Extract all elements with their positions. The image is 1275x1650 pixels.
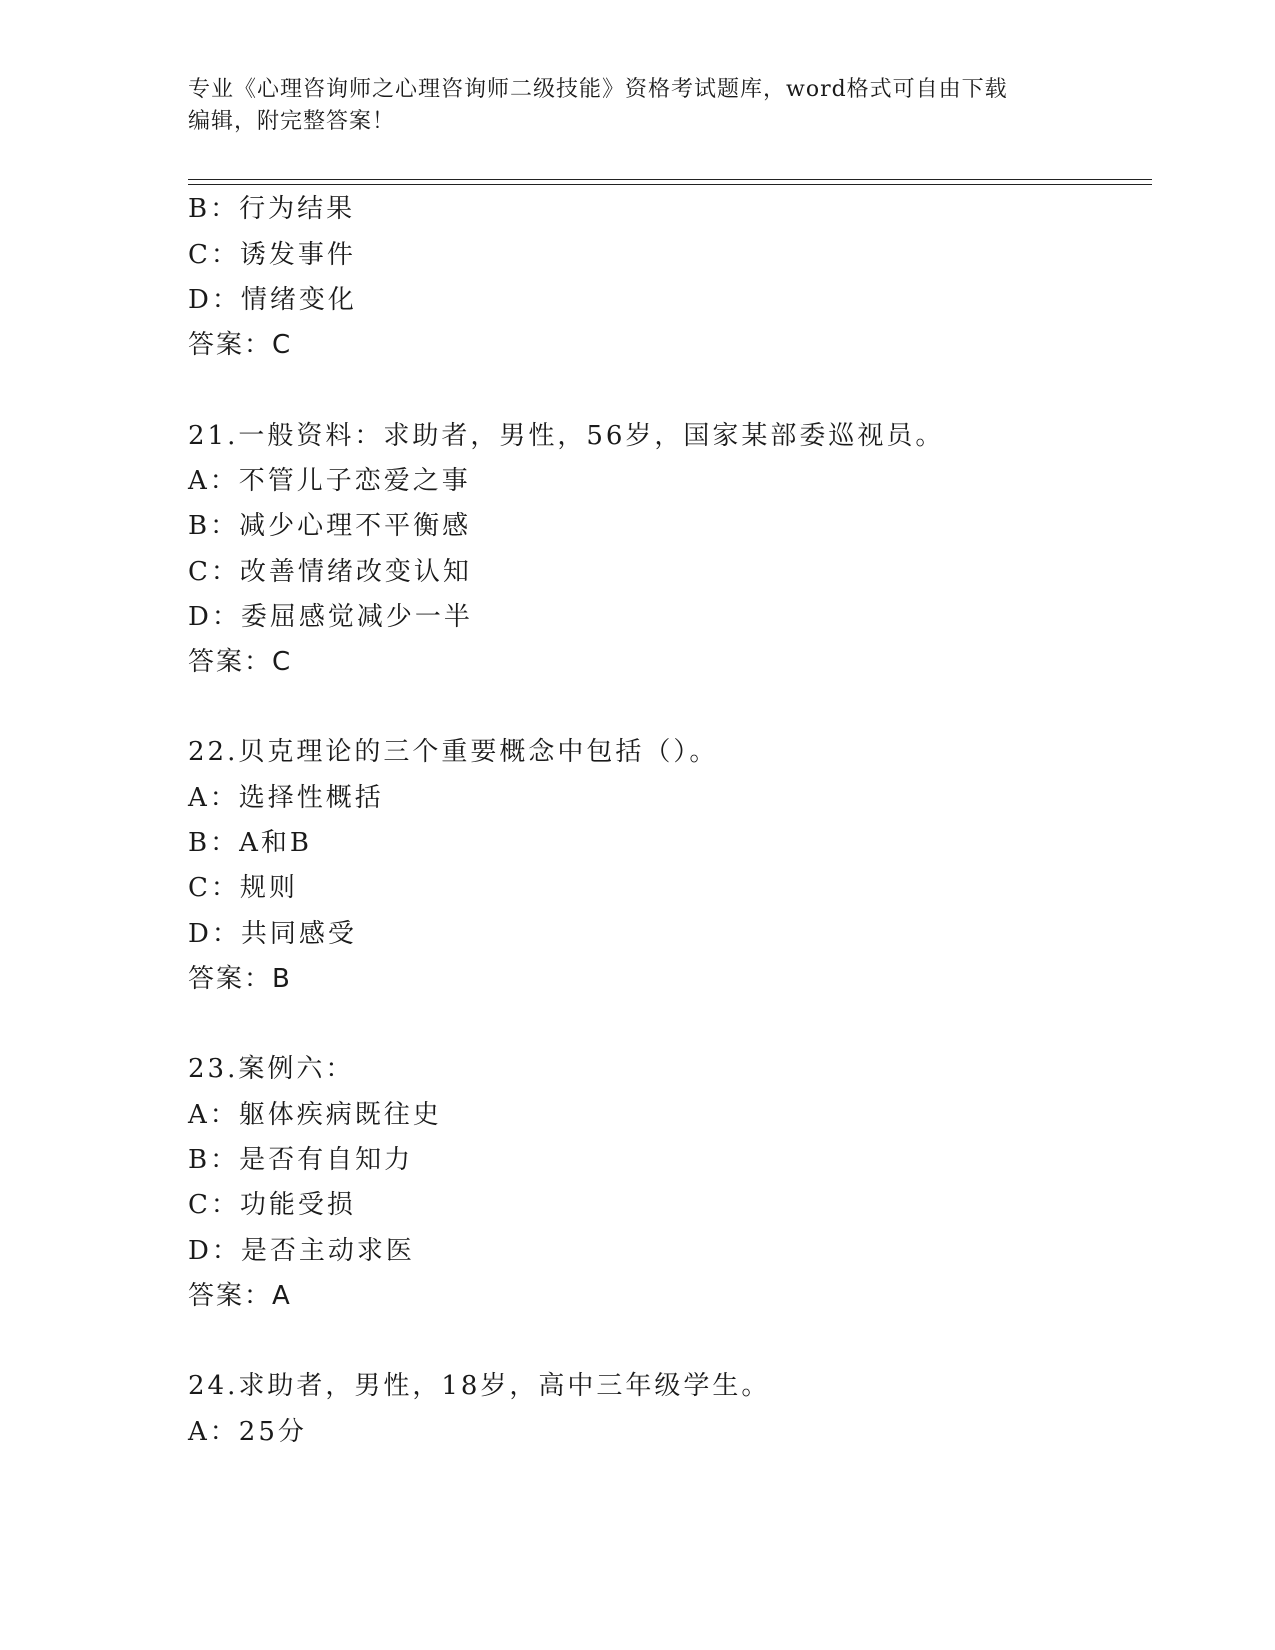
header-divider-top: [188, 179, 1152, 180]
q23-question: 23.案例六：: [188, 1054, 355, 1084]
q20-option-c: C：诱发事件: [188, 240, 356, 270]
q22-question: 22.贝克理论的三个重要概念中包括（）。: [188, 737, 719, 767]
q21-option-a: A：不管儿子恋爱之事: [188, 466, 471, 496]
q23-option-b: B：是否有自知力: [188, 1145, 414, 1175]
q23-option-c: C：功能受损: [188, 1190, 356, 1220]
q24-option-a: A：25分: [188, 1417, 307, 1447]
q20-option-d: D：情绪变化: [188, 285, 357, 315]
q20-option-b: B：行为结果: [188, 194, 356, 224]
header-title-line-2: 编辑，附完整答案！: [188, 109, 396, 134]
q22-option-b: B：A和B: [188, 828, 312, 858]
header-divider-bottom: [188, 184, 1152, 185]
q23-answer: 答案：A: [188, 1281, 292, 1311]
header-title-line-1: 专业《心理咨询师之心理咨询师二级技能》资格考试题库，word格式可自由下载: [188, 77, 1008, 102]
q22-option-d: D：共同感受: [188, 919, 357, 949]
q21-answer: 答案：C: [188, 647, 293, 677]
q21-option-d: D：委屈感觉减少一半: [188, 602, 473, 632]
q23-option-d: D：是否主动求医: [188, 1236, 415, 1266]
q23-option-a: A：躯体疾病既往史: [188, 1100, 442, 1130]
q21-option-b: B：减少心理不平衡感: [188, 511, 472, 541]
q24-question: 24.求助者，男性，18岁，高中三年级学生。: [188, 1371, 771, 1401]
q22-answer: 答案：B: [188, 964, 292, 994]
q21-question: 21.一般资料：求助者，男性，56岁，国家某部委巡视员。: [188, 421, 945, 451]
q20-answer: 答案：C: [188, 330, 293, 360]
q21-option-c: C：改善情绪改变认知: [188, 557, 472, 587]
q22-option-c: C：规则: [188, 873, 298, 903]
page-header: [188, 74, 1088, 138]
q22-option-a: A：选择性概括: [188, 783, 384, 813]
